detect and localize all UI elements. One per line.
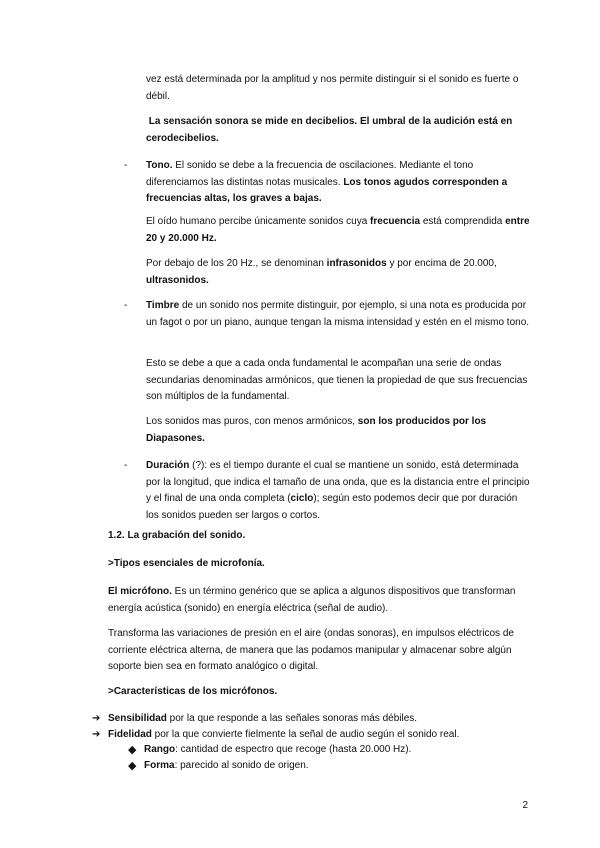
term-tono: Tono. (146, 160, 173, 171)
page-number: 2 (522, 800, 528, 811)
paragraph-decibel: La sensación sonora se mide en decibelios. El umbral de la audición está en cerodecibelios. (146, 116, 513, 144)
paragraph-oido: El oído humano percibe únicamente sonidos cuya frecuencia está comprendida entre 20 y 20.000 Hz. (146, 216, 530, 244)
list-dash-duracion: - (124, 460, 128, 471)
paragraph-timbre: Timbre de un sonido nos permite distinguir, por ejemplo, si una nota es producida por un fagot o por un piano, aunque tengan la misma intensidad y estén en el mismo tono. (146, 300, 530, 328)
paragraph-microfono: El micrófono. Es un término genérico que se aplica a algunos dispositivos que transforman energía acústica (sonido) en energía eléctrica (señal de audio). (108, 586, 516, 614)
paragraph-armonicos: Esto se debe a que a cada onda fundamental le acompañan una serie de ondas secundarias denominadas armónicos, que tienen la propiedad de que sus frecuencias son múltiplos de la fundamental. (146, 358, 528, 402)
paragraph-amplitude: vez está determinada por la amplitud y nos permite distinguir si el sonido es fuerte o débil. (146, 74, 519, 102)
paragraph-puros: Los sonidos mas puros, con menos armónicos, son los producidos por los Diapasones. (146, 416, 487, 444)
diamond-bullet-icon: ◆ (128, 744, 137, 756)
heading-caracteristicas: >Características de los micrófonos. (108, 686, 278, 697)
list-dash-tono: - (124, 160, 128, 171)
list-item-fidelidad: Fidelidad por la que convierte fielmente la señal de audio según el sonido real. (108, 729, 460, 740)
arrow-icon: ➔ (92, 729, 101, 740)
list-item-sensibilidad: Sensibilidad por la que responde a las señales sonoras más débiles. (108, 713, 418, 724)
paragraph-duracion: Duración (?): es el tiempo durante el cual se mantiene un sonido, está determinada por la longitud, que indica el tamaño de una onda, que es la distancia entre el principio y el final de una onda completa (ciclo); según esto podemos decir que por duración los sonidos pueden ser largos o cortos. (146, 460, 530, 521)
diamond-bullet-icon: ◆ (128, 760, 137, 772)
paragraph-infrasonidos: Por debajo de los 20 Hz., se denominan infrasonidos y por encima de 20.000, ultrasonidos. (146, 258, 497, 286)
heading-tipos-microfonia: >Tipos esenciales de microfonía. (108, 558, 265, 569)
term-timbre: Timbre (146, 300, 180, 311)
sublist-item-rango: Rango: cantidad de espectro que recoge (hasta 20.000 Hz). (144, 744, 412, 755)
arrow-icon: ➔ (92, 713, 101, 724)
paragraph-transforma: Transforma las variaciones de presión en el aire (ondas sonoras), en impulsos eléctricos de corriente eléctrica alterna, de manera que las podamos manipular y almacenar sobre algún soporte bien sea en formato analógico o digital. (108, 628, 514, 672)
term-duracion: Duración (146, 460, 190, 471)
paragraph-tono: Tono. El sonido se debe a la frecuencia de oscilaciones. Mediante el tono diferenciamos las distintas notas musicales. Los tonos agudos corresponden a frecuencias altas, los graves a bajas. (146, 160, 508, 204)
heading-grabacion: 1.2. La grabación del sonido. (108, 530, 246, 541)
sublist-item-forma: Forma: parecido al sonido de origen. (144, 760, 309, 771)
list-dash-timbre: - (124, 300, 128, 311)
term-microfono: El micrófono. (108, 586, 172, 597)
